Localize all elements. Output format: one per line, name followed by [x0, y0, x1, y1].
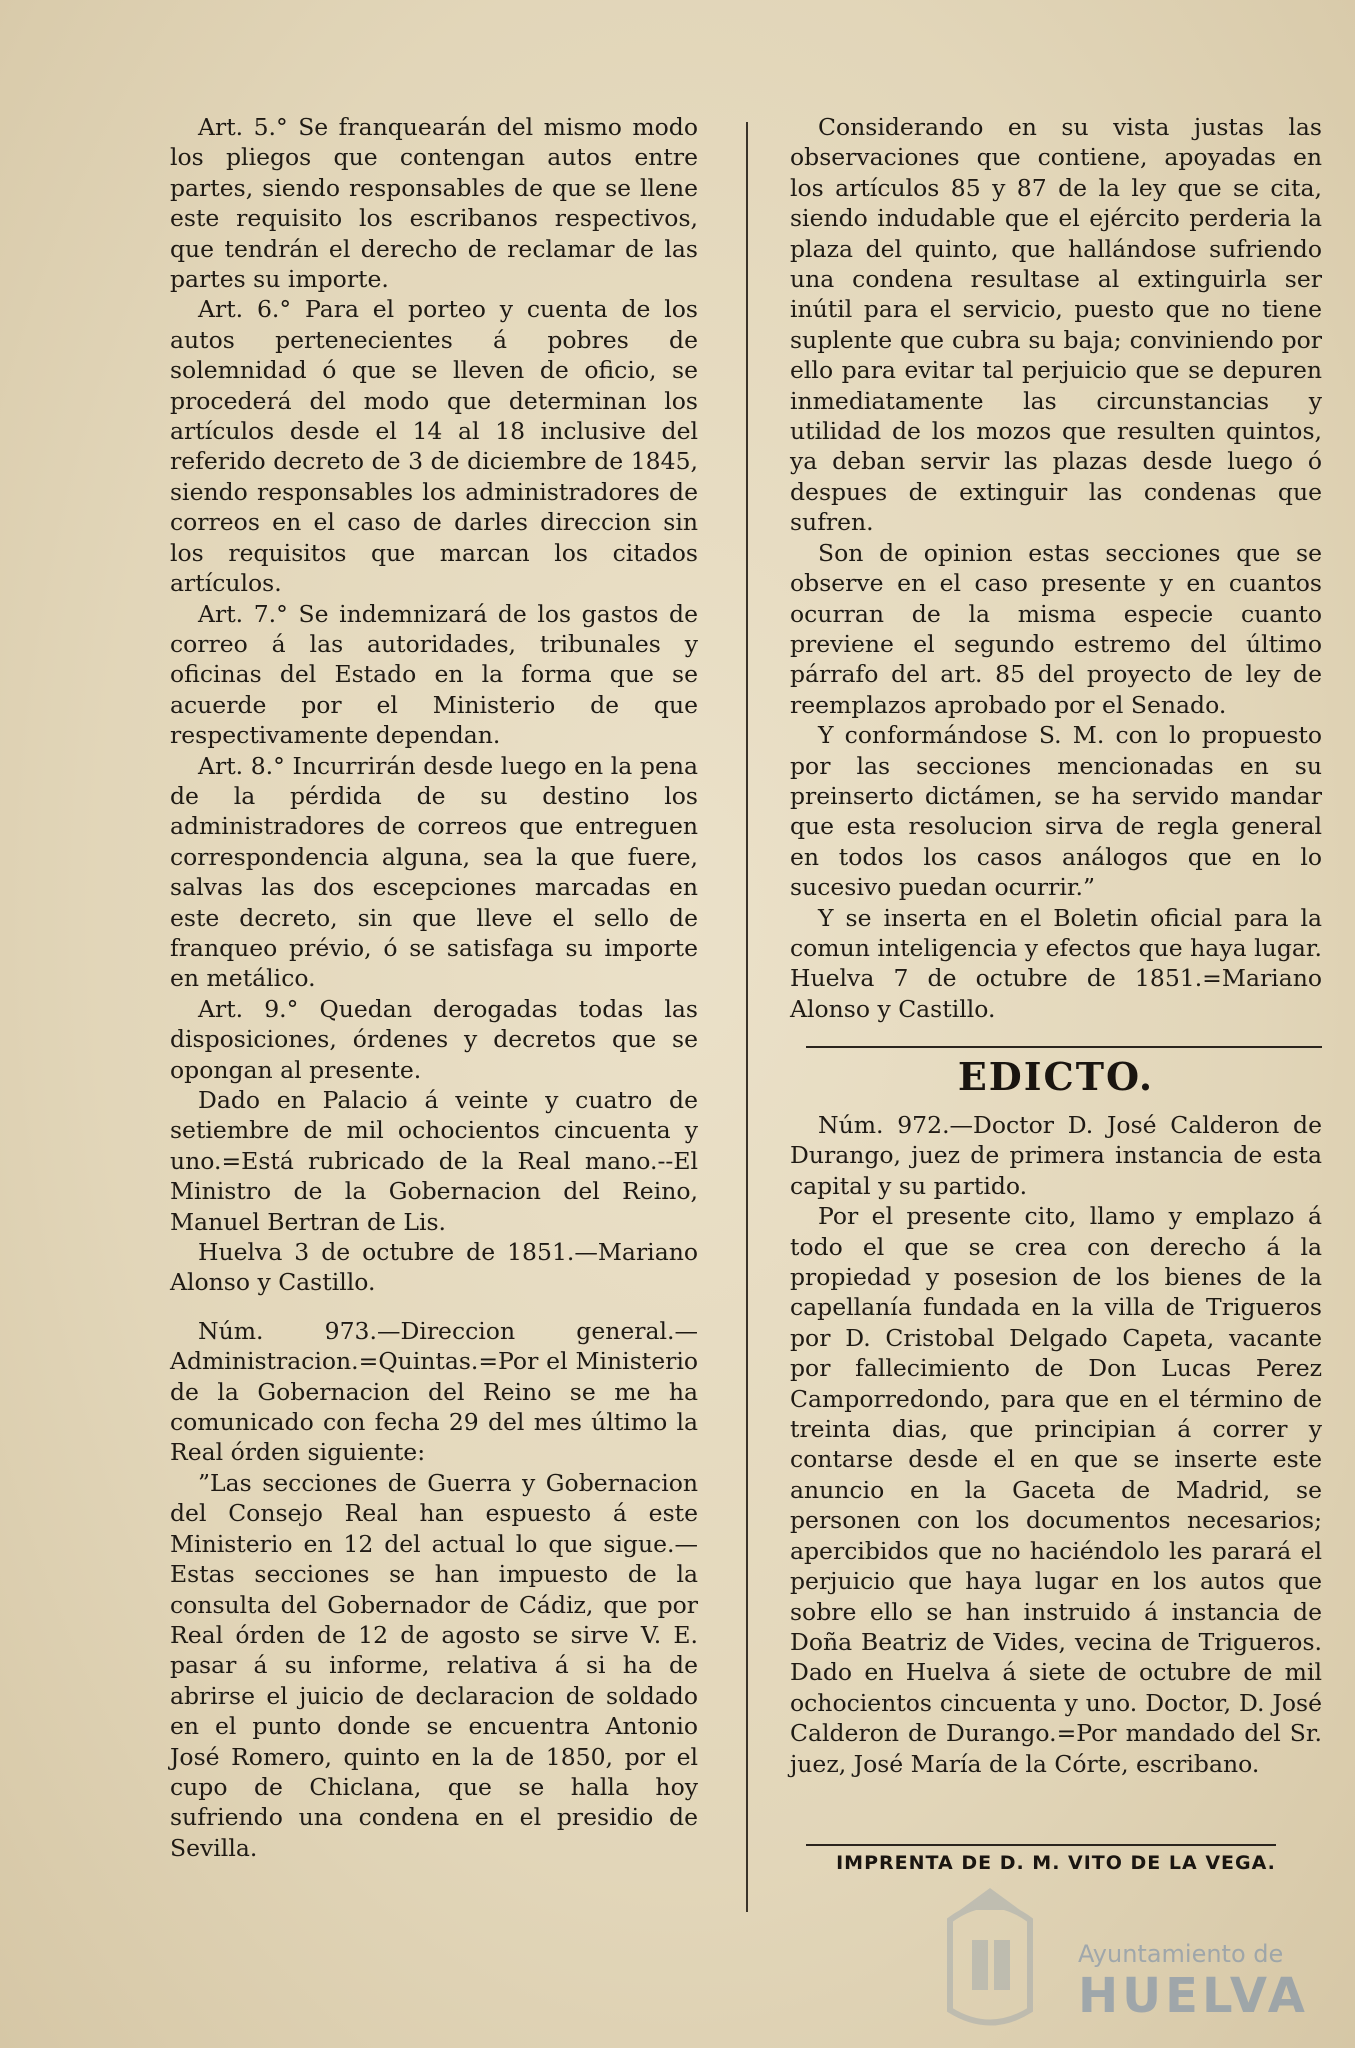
article-8: Art. 8.° Incurrirán desde luego en la pena de la pérdida de su destino los administradores de correos que entreguen correspondencia alguna, sea la que fuere, salvas las dos escepciones marcadas en este decreto, sin que lleve el sello de franqueo prévio, ó se satisfaga su importe en metálico. — [170, 751, 698, 993]
right-column — [790, 112, 1322, 1024]
article-9: Art. 9.° Quedan derogadas todas las disposiciones, órdenes y decretos que se opongan al presente. — [170, 994, 698, 1084]
num-973-heading: Núm. 973.—Direccion general.—Administracion.=Quintas.=Por el Ministerio de la Gobernacion del Reino se me ha comunicado con fecha 29 del mes último la Real órden siguiente: — [170, 1316, 698, 1467]
article-7: Art. 7.° Se indemnizará de los gastos de correo á las autoridades, tribunales y oficinas del Estado en la forma que se acuerde por el Ministerio de que respectivamente dependan. — [170, 599, 698, 750]
section-rule — [806, 1046, 1322, 1048]
considerando-paragraph: Considerando en su vista justas las observaciones que contiene, apoyadas en los artículos 85 y 87 de la ley que se cita, siendo indudable que el ejército perderia la plaza del quinto, que hallándose sufriendo una condena resultase al extinguirla ser inútil para el servicio, puesto que no tiene suplente que cubra su baja; conviniendo por ello para evitar tal perjuicio que se depuren inmediatamente las circunstancias y utilidad de los mozos que resulten quintos, ya deban servir las plazas desde luego ó despues de extinguir las condenas que sufren. — [790, 113, 1322, 537]
decree-signature: Dado en Palacio á veinte y cuatro de setiembre de mil ochocientos cincuenta y uno.=Está rubricado de la Real mano.--El Ministro de la Gobernacion del Reino, Manuel Bertran de Lis. — [170, 1086, 698, 1236]
real-orden-text: ”Las secciones de Guerra y Gobernacion del Consejo Real han espuesto á este Ministerio en 12 del actual lo que sigue.—Estas secciones se han impuesto de la consulta del Gobernador de Cádiz, que por Real órden de 12 de agosto se sirve V. E. pasar á su informe, relativa á si ha de abrirse el juicio de declaracion de soldado en el punto donde se encuentra Antonio José Romero, quinto en la de 1850, por el cupo de Chiclana, que se halla hoy sufriendo una condena en el presidio de Sevilla. — [170, 1468, 698, 1862]
huelva-date-signature: Huelva 3 de octubre de 1851.—Mariano Alonso y Castillo. — [170, 1238, 698, 1297]
watermark-line2: HUELVA — [1078, 1968, 1309, 2024]
article-6: Art. 6.° Para el porteo y cuenta de los autos pertenecientes á pobres de solemnidad ó que se lleven de oficio, se procederá del modo que determinan los artículos desde el 14 al 18 inclusive del referido decreto de 3 de diciembre de 1845, siendo responsables los administradores de correos en el caso de darles direccion sin los requisitos que marcan los citados artículos. — [170, 295, 698, 598]
opinion-paragraph: Son de opinion estas secciones que se observe en el caso presente y en cuantos ocurran de la misma especie cuanto previene el segundo estremo del último párrafo del art. 85 del proyecto de ley de reemplazos aprobado por el Senado. — [790, 538, 1322, 719]
edicto-citation: Por el presente cito, llamo y emplazo á todo el que se crea con derecho á la propiedad y posesion de los bienes de la capellanía fundada en la villa de Trigueros por D. Cristobal Delgado Capeta, vacante por fallecimiento de Don Lucas Perez Camporredondo, para que en el término de treinta dias, que principian á correr y contarse desde el en que se inserte este anuncio en la Gaceta de Madrid, se personen con los documentos necesarios; apercibidos que no haciéndolo les parará el perjuicio que haya lugar en los autos que sobre ello se han instruido á instancia de Doña Beatriz de Vides, vecina de Trigueros. Dado en Huelva á siete de octubre de mil ochocientos cincuenta y uno. Doctor, D. José Calderon de Durango.=Por mandado del Sr. juez, José María de la Córte, escribano. — [790, 1202, 1322, 1778]
left-column — [170, 112, 698, 1863]
column-divider — [746, 122, 748, 1912]
edicto-body — [790, 1110, 1322, 1779]
edicto-title: EDICTO. — [957, 1054, 1155, 1099]
edicto-num-972: Núm. 972.—Doctor D. José Calderon de Durango, juez de primera instancia de esta capital y su partido. — [790, 1111, 1322, 1200]
footer-rule — [806, 1844, 1276, 1846]
boletin-insert-paragraph: Y se inserta en el Boletin oficial para la comun inteligencia y efectos que haya lugar. Huelva 7 de octubre de 1851.=Mariano Alonso y Castillo. — [790, 903, 1322, 1023]
conformandose-paragraph: Y conformándose S. M. con lo propuesto por las secciones mencionadas en su preinserto dictámen, se ha servido mandar que esta resolucion sirva de regla general en todos los casos análogos que en lo sucesivo puedan ocurrir.” — [790, 721, 1322, 902]
article-5: Art. 5.° Se franquearán del mismo modo los pliegos que contengan autos entre partes, siendo responsables de que se llene este requisito los escribanos respectivos, que tendrán el derecho de reclamar de las partes su importe. — [170, 113, 698, 294]
watermark-line1: Ayuntamiento de — [1078, 1940, 1284, 1968]
imprenta-footer: IMPRENTA DE D. M. VITO DE LA VEGA. — [836, 1852, 1276, 1874]
